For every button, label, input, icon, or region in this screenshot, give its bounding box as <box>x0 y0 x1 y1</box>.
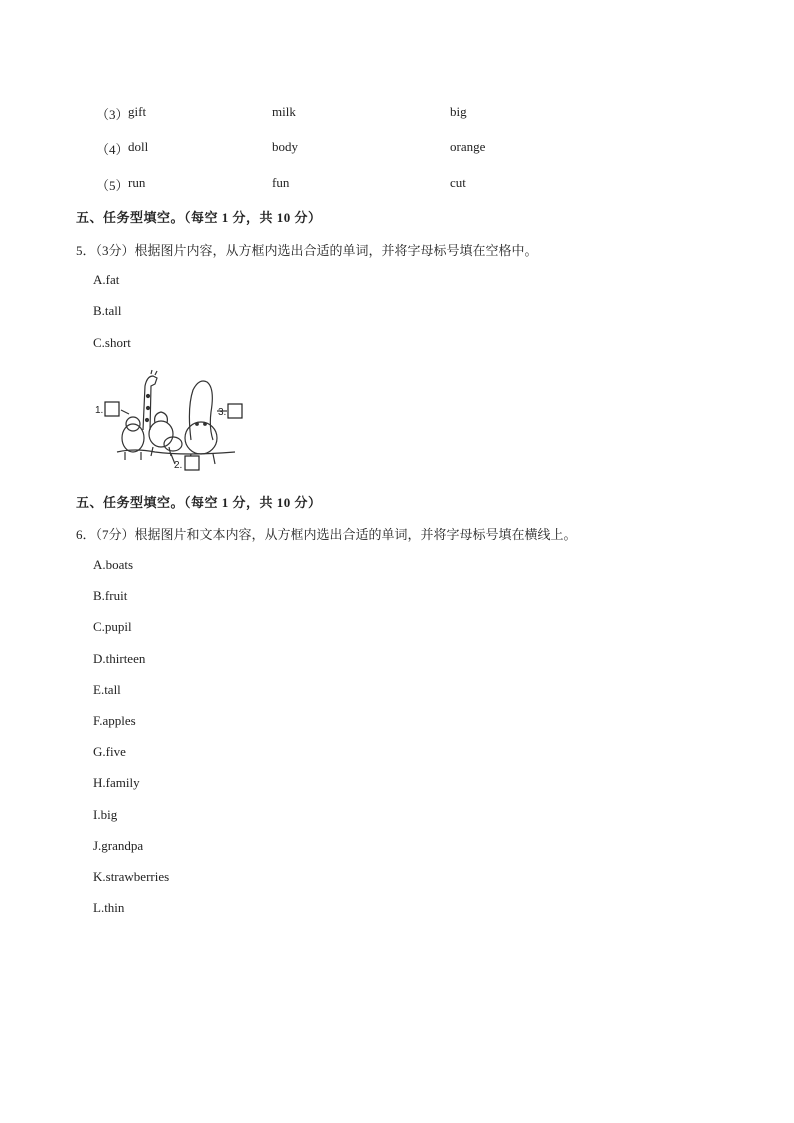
row-number: （5） <box>96 178 129 193</box>
section-heading: 五、任务型填空。（每空 1 分，共 10 分） <box>76 210 322 225</box>
row-number: （3） <box>96 107 129 122</box>
option-item: G.five <box>93 744 126 759</box>
row-number: （4） <box>96 142 129 157</box>
answer-box-3[interactable] <box>228 404 242 418</box>
question-prompt: 5．（3分）根据图片内容，从方框内选出合适的单词，并将字母标号填在空格中。 <box>76 243 538 258</box>
option-item: H.family <box>93 775 140 790</box>
word-cell: fun <box>272 175 290 190</box>
word-cell: body <box>272 139 298 154</box>
option-item: F.apples <box>93 713 136 728</box>
option-item: L.thin <box>93 900 125 915</box>
option-item: A.boats <box>93 557 134 572</box>
option-item: I.big <box>93 807 118 822</box>
word-cell: run <box>128 175 146 190</box>
word-cell: orange <box>450 139 486 154</box>
figure-label-1: 1. <box>95 405 104 416</box>
option-item: C.short <box>93 335 131 350</box>
figure-label-2: 2. <box>174 460 183 471</box>
option-item: K.strawberries <box>93 869 170 884</box>
answer-box-1[interactable] <box>105 402 119 416</box>
option-item: E.tall <box>93 682 121 697</box>
option-item: J.grandpa <box>93 838 144 853</box>
option-item: B.fruit <box>93 588 128 603</box>
figure-label-3: 3. <box>218 407 227 418</box>
option-item: C.pupil <box>93 619 132 634</box>
option-item: B.tall <box>93 303 122 318</box>
animals-illustration <box>95 368 255 476</box>
option-item: D.thirteen <box>93 651 146 666</box>
animals-drawing <box>95 368 255 476</box>
word-cell: gift <box>128 104 147 119</box>
option-item: A.fat <box>93 272 120 287</box>
word-cell: big <box>450 104 467 119</box>
question-prompt: 6．（7分）根据图片和文本内容，从方框内选出合适的单词，并将字母标号填在横线上。 <box>76 527 577 542</box>
word-cell: cut <box>450 175 466 190</box>
word-cell: milk <box>272 104 296 119</box>
answer-box-2[interactable] <box>185 456 199 470</box>
section-heading: 五、任务型填空。（每空 1 分，共 10 分） <box>76 495 322 510</box>
word-cell: doll <box>128 139 149 154</box>
